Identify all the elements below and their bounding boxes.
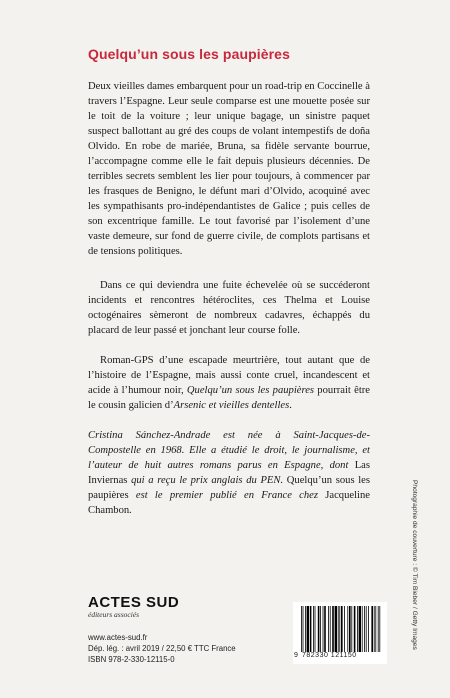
synopsis-paragraph-3 bbox=[88, 353, 370, 413]
barcode-bar bbox=[371, 606, 373, 652]
barcode bbox=[293, 602, 387, 664]
barcode-digits: 782330 121150 bbox=[302, 652, 357, 659]
barcode-bars bbox=[301, 606, 383, 652]
publisher-subtitle: éditeurs associés bbox=[88, 610, 140, 619]
publication-info bbox=[88, 632, 236, 665]
barcode-bar bbox=[375, 606, 376, 652]
p3-reference-italic: Arsenic et vieilles dentelles bbox=[173, 400, 290, 411]
barcode-bar bbox=[313, 606, 314, 652]
barcode-bar bbox=[359, 606, 361, 652]
barcode-bar bbox=[378, 606, 379, 652]
p3-part2: pourrait être le cousin galicien d’ bbox=[88, 385, 370, 411]
p3-end: . bbox=[289, 400, 292, 411]
barcode-bar bbox=[303, 606, 304, 652]
barcode-bar bbox=[324, 606, 326, 652]
barcode-bar bbox=[344, 606, 345, 652]
synopsis-paragraph-2 bbox=[88, 278, 370, 338]
barcode-bar bbox=[335, 606, 337, 652]
barcode-bar bbox=[315, 606, 316, 652]
synopsis-paragraph-3-text bbox=[88, 353, 370, 413]
barcode-bar bbox=[366, 606, 367, 652]
barcode-bar bbox=[330, 606, 331, 652]
barcode-bar bbox=[332, 606, 334, 652]
barcode-bar bbox=[368, 606, 369, 652]
barcode-bar bbox=[323, 606, 324, 652]
barcode-bar bbox=[364, 606, 365, 652]
book-title: Quelqu’un sous les paupières bbox=[88, 46, 290, 62]
publisher-logo bbox=[88, 594, 179, 619]
barcode-bar bbox=[357, 606, 358, 652]
barcode-bar bbox=[307, 606, 309, 652]
p3-title-italic: Quelqu’un sous les paupières bbox=[186, 385, 315, 396]
barcode-bar bbox=[338, 606, 339, 652]
website: www.actes-sud.fr bbox=[88, 633, 148, 642]
barcode-bar bbox=[310, 606, 312, 652]
barcode-bar bbox=[320, 606, 321, 652]
barcode-bar bbox=[301, 606, 302, 652]
bio-part3: est le premier publié en France chez bbox=[128, 490, 326, 501]
p3-part1: Roman-GPS d’une escapade meurtrière, tout autant que de l’histoire de l’Espagne, mais aussi conte cruel, incandescent et acide à l’humour noir, bbox=[88, 355, 370, 396]
barcode-bar bbox=[349, 606, 351, 652]
synopsis-paragraph-1-text: Deux vieilles dames embarquent pour un road-trip en Coccinelle à travers l’Espagne. Leur seule comparse est une mouette posée sur le toit de la voiture ; leur unique bagage, un sinistre paquet suspect ballottant au gré des coups de volant intempestifs de doña Olvido. En robe de mariée, Bruna, sa fidèle servante bourrue, l’accompagne comme elle le fait depuis plusieurs décennies. De terribles secrets semblent les lier pour toujours, à commencer par les frasques de Benigno, le défunt mari d’Olvido, acoquiné avec les sympathisants pro-indépendantistes de Galice ; puis celles de son excentrique famille. Le tout favorisé par l’isolement d’une vaste demeure, sur fond de guerre civile, de complots partisans et de tensions politiques. bbox=[88, 81, 370, 257]
legal-deposit-price: Dép. lég. : avril 2019 / 22,50 € TTC France bbox=[88, 644, 236, 653]
bio-part2: qui a reçu le prix anglais du PEN. bbox=[127, 475, 287, 486]
barcode-bar bbox=[362, 606, 363, 652]
photo-credit: Photographie de couverture : © Tim Bieber / Getty Images bbox=[411, 480, 418, 650]
bio-book2: Quelqu’un sous les paupières bbox=[88, 475, 370, 501]
bio-part1: Cristina Sánchez-Andrade est née à Saint-Jacques-de-Compostelle en 1968. Elle a étudié le droit, le journalisme, et l’auteur de huit autres romans parus en Espagne, dont bbox=[88, 430, 370, 471]
barcode-bar bbox=[328, 606, 329, 652]
barcode-bar bbox=[339, 606, 340, 652]
bio-book1: Las Inviernas bbox=[88, 460, 370, 486]
synopsis-paragraph-2-text: Dans ce qui deviendra une fuite échevelée où se succéderont incidents et rencontres hétéroclites, ces Thelma et Louise octogénaires sèmeront de nombreux cadavres, échappés du placard de leur passé et jonchant leur course folle. bbox=[88, 280, 370, 336]
synopsis-paragraph-1 bbox=[88, 79, 370, 259]
isbn: ISBN 978-2-330-12115-0 bbox=[88, 655, 175, 664]
author-bio bbox=[88, 428, 370, 518]
barcode-bar bbox=[305, 606, 306, 652]
barcode-bar bbox=[379, 606, 380, 652]
barcode-bar bbox=[354, 606, 356, 652]
barcode-bar bbox=[351, 606, 352, 652]
barcode-bar bbox=[347, 606, 348, 652]
barcode-bar bbox=[341, 606, 343, 652]
barcode-bar bbox=[318, 606, 320, 652]
author-bio-text bbox=[88, 428, 370, 518]
publisher-name: ACTES SUD bbox=[88, 594, 180, 611]
bio-end: . bbox=[129, 505, 132, 516]
barcode-lead-digit: 9 bbox=[294, 652, 298, 659]
barcode-bar bbox=[374, 606, 375, 652]
bio-publisher: Jacqueline Chambon bbox=[88, 490, 370, 516]
